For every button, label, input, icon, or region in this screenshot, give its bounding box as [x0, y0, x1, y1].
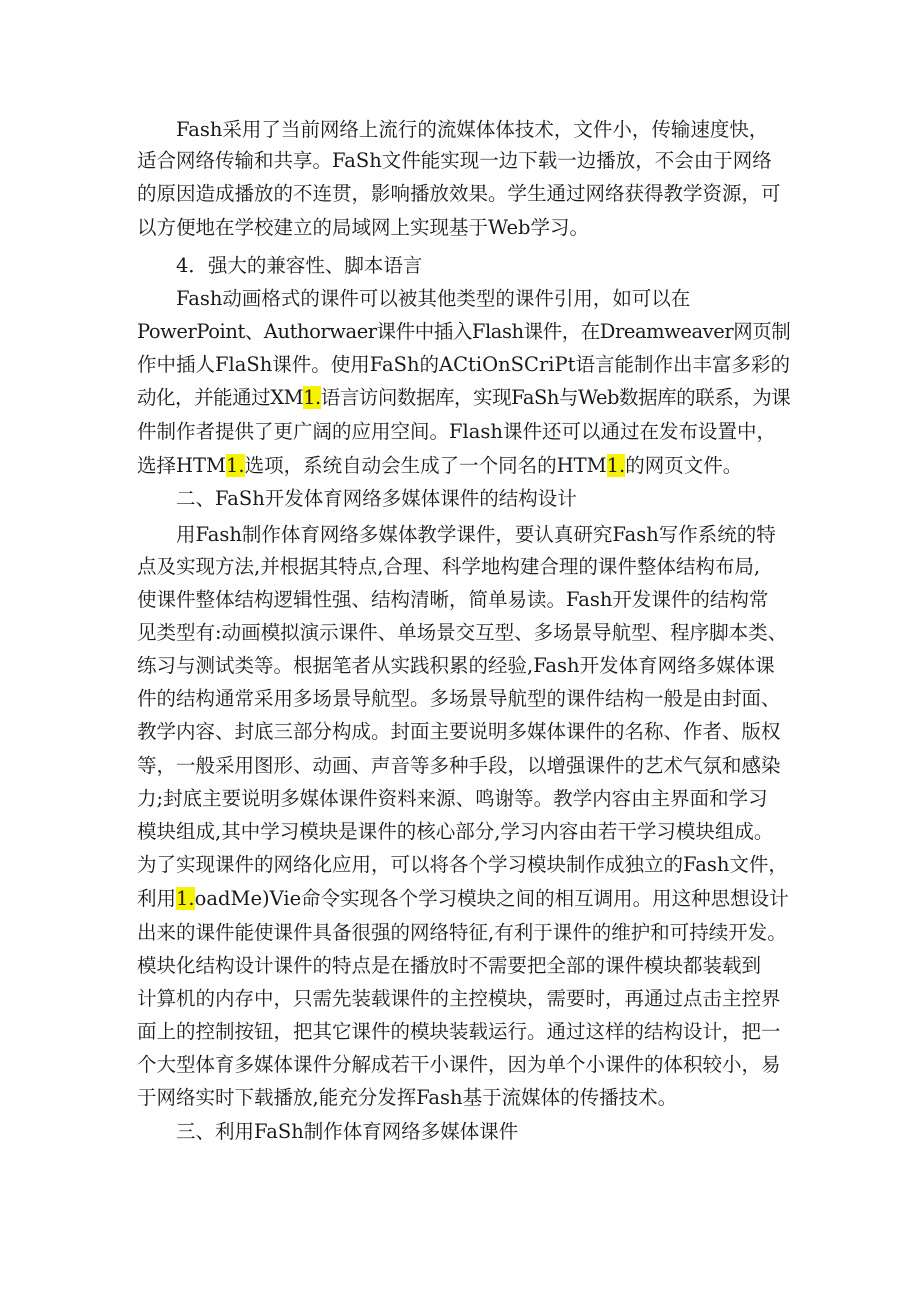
- text-span: 力;封底主要说明多媒体课件资料来源、鸣谢等。教学内容由主界面和学习: [137, 787, 768, 810]
- text-line: [137, 1050, 781, 1080]
- text-span: 练习与测试类等。根据笔者从实践积累的经验,Fash开发体育网络多媒体课: [137, 654, 775, 677]
- text-line: [176, 284, 690, 314]
- text-line: [137, 884, 789, 914]
- text-line: [137, 383, 790, 413]
- text-line: [137, 751, 781, 781]
- text-line: [137, 146, 772, 176]
- text-line: [137, 651, 775, 681]
- text-span: Fash动画格式的课件可以被其他类型的课件引用，如可以在: [176, 287, 691, 310]
- text-line: [137, 850, 788, 880]
- highlight-mark: 1.: [176, 887, 195, 910]
- text-line: [176, 520, 776, 550]
- text-span: 等，一般采用图形、动画、声音等多种手段，以增强课件的艺术气氛和感染: [137, 754, 781, 777]
- text-span: 利用: [137, 887, 177, 910]
- text-span: 语言访问数据库，实现FaSh与Web数据库的联系，为课: [320, 386, 791, 409]
- text-span: 出来的课件能使课件具备很强的网络特征,有利于课件的维护和可持续开发。: [137, 921, 787, 944]
- text-span: 个大型体育多媒体课件分解成若干小课件，因为单个小课件的体积较小，易: [137, 1053, 781, 1076]
- section-subheading: [176, 251, 422, 281]
- text-span: 见类型有:动画模拟演示课件、单场景交互型、多场景导航型、程序脚本类、: [137, 621, 788, 644]
- text-line: [137, 951, 761, 981]
- text-span: 模块组成,其中学习模块是课件的核心部分,学习内容由若干学习模块组成。: [137, 820, 774, 843]
- text-line: [137, 417, 776, 447]
- text-span: 三、利用FaSh制作体育网络多媒体课件: [176, 1120, 519, 1143]
- text-span: 使课件整体结构逻辑性强、结构清晰，简单易读。Fash开发课件的结构常: [137, 588, 769, 611]
- text-span: 教学内容、封底三部分构成。封面主要说明多媒体课件的名称、作者、版权: [137, 720, 781, 743]
- text-span: Fash采用了当前网络上流行的流媒体体技术，文件小，传输速度快，: [176, 118, 769, 141]
- text-span: 计算机的内存中，只需先装载课件的主控模块，需要时，再通过点击主控界: [137, 987, 781, 1010]
- text-span: 二、FaSh开发体育网络多媒体课件的结构设计: [176, 487, 577, 510]
- text-line: [137, 784, 768, 814]
- text-line: [137, 451, 742, 481]
- text-span: 作中插人FlaSh课件。使用FaSh的ACtiOnSCriPt语言能制作出丰富多彩的: [137, 353, 790, 376]
- highlight-mark: 1.: [606, 454, 626, 477]
- section-heading: [176, 1117, 518, 1147]
- text-line: [137, 317, 790, 347]
- text-line: [137, 817, 773, 847]
- section-heading: [176, 484, 577, 514]
- text-span: 点及实现方法,并根据其特点,合理、科学地构建合理的课件整体结构布局,: [137, 555, 761, 578]
- text-span: 为了实现课件的网络化应用，可以将各个学习模块制作成独立的Fash文件，: [137, 853, 788, 876]
- text-span: 适合网络传输和共享。FaSh文件能实现一边下载一边播放，不会由于网络: [137, 149, 772, 172]
- text-line: [137, 684, 781, 714]
- text-span: 件的结构通常采用多场景导航型。多场景导航型的课件结构一般是由封面、: [137, 687, 781, 710]
- highlight-mark: 1.: [303, 386, 321, 409]
- text-span: 选择HTM: [137, 454, 226, 477]
- text-line: [137, 585, 768, 615]
- text-line: [176, 115, 768, 145]
- text-span: 于网络实时下载播放,能充分发挥Fash基于流媒体的传播技术。: [137, 1086, 678, 1109]
- text-span: 以方便地在学校建立的局域网上实现基于Web学习。: [137, 216, 589, 239]
- text-line: [137, 350, 790, 380]
- text-line: [137, 984, 781, 1014]
- text-span: 用Fash制作体育网络多媒体教学课件，要认真研究Fash写作系统的特: [176, 523, 776, 546]
- text-span: 4．强大的兼容性、脚本语言: [176, 254, 423, 277]
- text-line: [137, 1017, 781, 1047]
- text-span: 动化，并能通过XM: [137, 386, 304, 409]
- text-line: [137, 213, 589, 243]
- text-span: oadMe)Vie命令实现各个学习模块之间的相互调用。用这种思想设计: [194, 887, 789, 910]
- text-span: 的原因造成播放的不连贯，影响播放效果。学生通过网络获得教学资源，可: [137, 182, 781, 205]
- text-span: PowerPoint、Authorwaer课件中插入Flash课件，在Dreamweaver网页制: [137, 320, 791, 343]
- text-line: [137, 618, 787, 648]
- text-line: [137, 918, 787, 948]
- text-span: 的网页文件。: [625, 454, 743, 477]
- text-line: [137, 717, 781, 747]
- text-line: [137, 552, 760, 582]
- text-span: 面上的控制按钮，把其它课件的模块装载运行。通过这样的结构设计，把一: [137, 1020, 781, 1043]
- text-span: 选项，系统自动会生成了一个同名的HTM: [244, 454, 607, 477]
- highlight-mark: 1.: [225, 454, 245, 477]
- text-line: [137, 179, 781, 209]
- text-span: 模块化结构设计课件的特点是在播放时不需要把全部的课件模块都装载到: [137, 954, 762, 977]
- text-span: 件制作者提供了更广阔的应用空间。Flash课件还可以通过在发布设置中，: [137, 420, 776, 443]
- text-line: [137, 1083, 677, 1113]
